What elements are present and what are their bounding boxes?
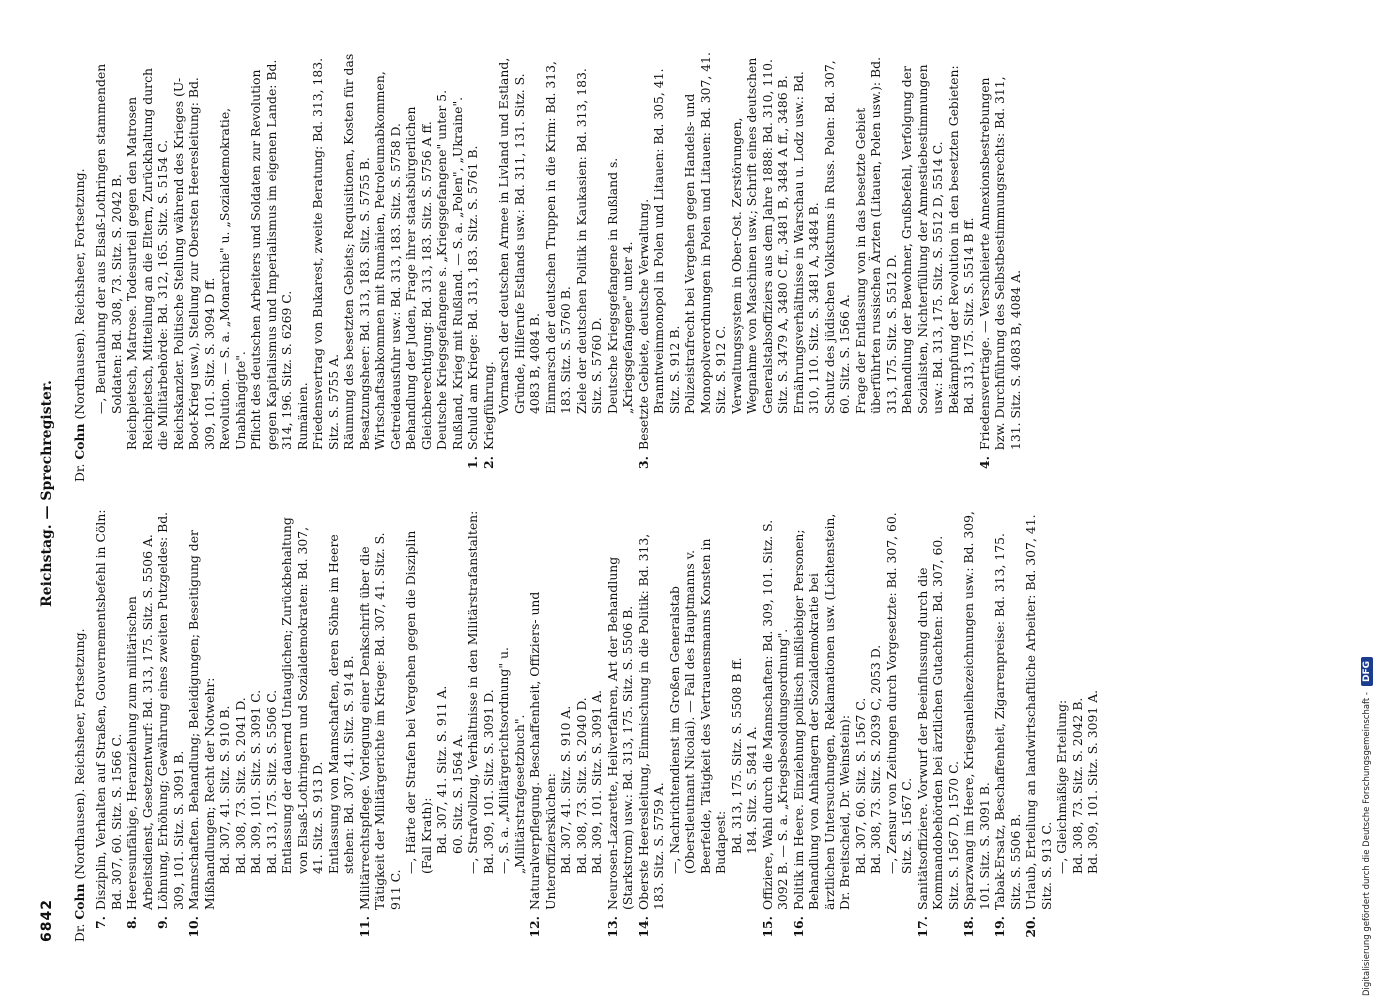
register-entry — [326, 508, 357, 942]
entry-number — [605, 450, 636, 482]
entry-text: Bd. 313, 175. Sitz. S. 5508 B ff. — [728, 657, 744, 854]
entry-text: Friedensvertrag von Bukarest, zweite Beratung: Bd. 313, 183. Sitz. S. 5755 A. — [310, 57, 341, 450]
register-entry — [527, 508, 558, 942]
right-column-heading — [72, 48, 88, 482]
register-entry — [729, 508, 745, 942]
entry-text: Branntweinmonopol in Polen und Litauen: Bd. 305, 41. Sitz. S. 912 B. — [651, 68, 682, 414]
entry-number — [744, 910, 760, 942]
entry-text: Vormarsch der deutschen Armee in Livland und Estland, Gründe, Hilferufe Estlands usw.: Bd. 311, 131. Sitz. S. 4083 B, 4084 B. — [496, 57, 542, 414]
entry-number — [884, 910, 915, 942]
entry-number — [465, 910, 496, 942]
page-header — [40, 48, 56, 942]
left-column — [72, 508, 1101, 942]
entry-text: Ernährungsverhältnisse in Warschau u. Lodz usw.: Bd. 310, 110. Sitz. S. 3481 A, 3484 B. — [790, 71, 821, 414]
entry-text: Neurosen-Lazarette, Heilverfahren, Art der Behandlung (Starkstrom) usw.: Bd. 313, 175. Sitz. S. 5506 B. — [604, 556, 635, 910]
register-entry — [636, 48, 652, 482]
register-entry — [496, 508, 527, 942]
entry-number — [450, 910, 466, 942]
entry-text: Sparzwang im Heere, Kriegsanleihezeichnungen usw.: Bd. 309, 101. Sitz. S. 3091 B. — [961, 511, 992, 910]
entry-text: Revolution. — S. a. „Monarchie" u. „Sozialdemokratie, Unabhängigte". — [217, 107, 248, 450]
entry-text: Bd. 309, 101. Sitz. S. 3091 A. — [589, 689, 604, 874]
entry-number: 14. — [635, 916, 651, 938]
entry-number — [450, 450, 466, 482]
register-entry — [589, 508, 605, 942]
entry-number — [403, 910, 434, 942]
entry-text: —, S. a. „Militärgerichtsordnung" u. „Militärstrafgesetzbuch". — [496, 647, 527, 874]
register-entry — [760, 508, 791, 942]
register-entry — [729, 48, 791, 482]
entry-number — [372, 450, 403, 482]
register-entry — [264, 508, 280, 942]
register-entry — [434, 508, 450, 942]
right-column — [72, 48, 1101, 482]
running-title: Reichstag. — Sprechregister. — [39, 380, 55, 607]
entry-text: Entlassung von Mannschaften, deren Söhne im Heere stehen: Bd. 307, 41. Sitz. S. 914 B. — [325, 534, 356, 874]
register-entry — [977, 48, 1024, 482]
register-entry — [605, 508, 636, 942]
entry-number: 15. — [759, 916, 775, 938]
entry-text: Tabak-Ersatz, Beschaffenheit, Zigarrenpreise: Bd. 313, 175. Sitz. S. 5506 B. — [992, 533, 1023, 910]
register-entry — [93, 48, 124, 482]
register-entry — [310, 48, 341, 482]
entry-number — [217, 450, 248, 482]
entry-number: 11. — [356, 916, 372, 938]
register-entry — [341, 48, 372, 482]
entry-text: Löhnung, Erhöhung; Gewährung eines zweiten Putzgeldes: Bd. 309, 101. Sitz. S. 3091 B. — [155, 511, 186, 910]
register-entry — [357, 508, 404, 942]
entry-number — [248, 910, 264, 942]
entry-number — [574, 910, 590, 942]
entry-text: —, Gleichmäßige Erteilung: — [1054, 699, 1069, 874]
entry-text: Deutsche Kriegsgefangene s. „Kriegsgefangene" unter 5. — [434, 89, 449, 450]
register-entry — [465, 48, 481, 482]
entry-text: Frage der Entlassung von in das besetzte Gebiet überführten russischen Ärzten (Litauen, Polen usw.): Bd. 313, 175. Sitz. S. 5512 D. — [852, 56, 899, 414]
right-entries — [93, 48, 1023, 482]
entry-text: Bd. 309, 101. Sitz. S. 3091 A. — [1085, 689, 1100, 874]
entry-number — [543, 450, 574, 482]
entry-text: Schutz des jüdischen Volkstums in Russ. Polen: Bd. 307, 60. Sitz. S. 1566 A. — [821, 60, 852, 414]
register-entry — [822, 48, 853, 482]
entry-number — [326, 910, 357, 942]
right-heading-rest: (Nordhausen). Reichsheer, Fortsetzung. — [71, 168, 87, 420]
entry-text: Reichpietsch, Matrose. Todesurteil gegen den Matrosen Reichpietsch, Mitteilung an die Eltern, Zurückhaltung durch die Militärbehörde: Bd. 312, 165. Sitz. S. 5154 C. — [124, 67, 170, 450]
register-entry — [651, 48, 682, 482]
entry-text: Reichskanzler. Politische Stellung während des Krieges (U-Boot-Krieg usw.), Stellung zur Obersten Heeresleitung: Bd. 309, 101. Sitz. S. 3094 D ff. — [170, 77, 217, 450]
entry-text: 60. Sitz. S. 1564 A. — [449, 734, 465, 854]
entry-text: Bd. 308, 73. Sitz. S. 2041 D. — [232, 697, 248, 874]
entry-text: —, Zensur von Zeitungen durch Vorgesetzte: Bd. 307, 60. Sitz. S. 1567 C. — [883, 512, 914, 874]
entry-number — [171, 450, 218, 482]
entry-text: Rumänien. — [294, 382, 310, 450]
entry-number: 9. — [155, 916, 170, 929]
entry-text: Wirtschaftsabkommen mit Rumänien, Petroleumabkommen, Getreideausfuhr usw.: Bd. 313, 183. Sitz. S. 5758 D. — [372, 71, 403, 450]
register-entry — [682, 48, 729, 482]
entry-text: Bd. 307, 60. Sitz. S. 1567 C. — [852, 697, 868, 874]
entry-text: Sanitätsoffiziere. Vorwurf der Beeinflussung durch die Kommandobehörden bei ärztlichen Gutachten: Bd. 307, 60. Sitz. S. 1567 D, 1570 C. — [914, 535, 961, 910]
entry-text: Bd. 308, 73. Sitz. S. 2040 D. — [573, 697, 589, 874]
entry-text: Rußland, Krieg mit Rußland. — S. a. „Polen", „Ukraine". — [449, 96, 465, 450]
entry-number: 1. — [465, 456, 480, 469]
entry-number — [434, 450, 450, 482]
entry-text: Bd. 307, 41. Sitz. S. 911 A. — [434, 685, 449, 854]
entry-text: Einmarsch der deutschen Truppen in die Krim: Bd. 313, 183. Sitz. S. 5760 B. — [542, 61, 573, 414]
entry-text: —, Beurlaubung der aus Elsaß-Lothringen stammenden Soldaten: Bd. 308, 73. Sitz. S. 2042 B. — [93, 63, 124, 414]
register-entry — [279, 508, 326, 942]
entry-number — [868, 910, 884, 942]
entry-text: Pflicht des deutschen Arbeiters und Soldaten zur Revolution gegen Kapitalismus und Imperialismus im eigenen Lande: Bd. 314, 196. Sitz. S. 6269 C. — [248, 59, 294, 450]
entry-text: Behandlung der Juden, Frage ihrer staatsbürgerlichen Gleichberechtigung: Bd. 313, 183. Sitz. S. 5756 A ff. — [403, 106, 434, 450]
entry-text: Bd. 308, 73. Sitz. S. 2042 B. — [1069, 697, 1085, 874]
left-column-heading — [72, 508, 88, 942]
register-entry — [372, 48, 403, 482]
entry-text: Naturalverpflegung. Beschaffenheit, Offiziers- und Unteroffiziersküchen: — [527, 591, 558, 910]
entry-text: Ziele der deutschen Politik in Kaukasien: Bd. 313, 183. Sitz. S. 5760 D. — [573, 68, 604, 414]
entry-number: 10. — [186, 916, 201, 938]
register-entry — [450, 48, 466, 482]
entry-number — [264, 910, 280, 942]
register-entry — [992, 508, 1023, 942]
register-entry — [450, 508, 466, 942]
register-entry — [217, 48, 248, 482]
register-entry — [744, 508, 760, 942]
register-entry — [496, 48, 543, 482]
entry-text: Bd. 313, 175. Sitz. S. 5506 C. — [263, 689, 279, 874]
entry-number — [341, 450, 372, 482]
entry-number — [217, 910, 233, 942]
entry-number — [279, 910, 326, 942]
entry-number: 16. — [790, 916, 806, 938]
right-heading-prefix: Dr. — [71, 463, 87, 482]
dfg-logo: DFG — [1361, 657, 1373, 686]
entry-number — [667, 910, 729, 942]
entry-text: Politik im Heere. Einziehung politisch mißliebiger Personen; Behandlung von Anhängern der Sozialdemokratie bei ärztlichen Untersuchungen, Reklamationen usw. (Lichtenstein, Dr. Breitscheid, Dr. Weinstein): — [790, 513, 852, 910]
entry-number — [295, 450, 311, 482]
register-entry — [636, 508, 667, 942]
entry-number — [1054, 910, 1070, 942]
entry-number — [233, 910, 249, 942]
entry-text: Räumung des besetzten Gebiets; Requisitionen, Kosten für das Besatzungsheer: Bd. 313, 183. Sitz. S. 5755 B. — [341, 53, 372, 450]
register-entry — [961, 508, 992, 942]
entry-text: Mannschaften. Behandlung; Beleidigungen; Beseitigung der Mißhandlungen; Recht der Notwehr: — [186, 530, 217, 910]
entry-number — [124, 450, 171, 482]
register-entry — [465, 508, 496, 942]
entry-number — [248, 450, 295, 482]
entry-number — [558, 910, 574, 942]
register-entry — [155, 508, 186, 942]
entry-number — [729, 910, 745, 942]
left-heading-prefix: Dr. — [71, 923, 87, 942]
entry-number: 8. — [124, 916, 139, 929]
register-entry — [667, 508, 729, 942]
entry-number — [310, 450, 341, 482]
entry-text: Entlassung der dauernd Untauglichen; Zurückbehaltung von Elsaß-Lothringern und Sozialdemokraten: Bd. 307, 41. Sitz. S. 913 D. — [279, 517, 325, 874]
entry-number — [822, 450, 853, 482]
register-entry — [171, 48, 218, 482]
entry-number — [682, 450, 729, 482]
entry-number — [853, 910, 869, 942]
register-entry — [124, 508, 155, 942]
register-entry — [574, 48, 605, 482]
register-entry — [853, 48, 900, 482]
entry-text: Militärrechtspflege. Vorlegung einer Denkschrift über die Tätigkeit der Militärgerichte im Kriege: Bd. 307, 41. Sitz. S. 911 C. — [356, 532, 403, 910]
register-entry — [574, 508, 590, 942]
entry-number: 7. — [93, 916, 108, 929]
entry-text: Bekämpfung der Revolution in den besetzten Gebieten: Bd. 313, 175. Sitz. S. 5514 B ff. — [945, 65, 976, 414]
entry-text: Deutsche Kriegsgefangene in Rußland s. „Kriegsgefangene" unter 4. — [604, 157, 635, 414]
register-entry — [946, 48, 977, 482]
page-number: 6842 — [39, 899, 55, 942]
register-entry — [217, 508, 233, 942]
entry-text: Disziplin, Verhalten auf Straßen, Gouvernementsbefehl in Cöln: Bd. 307, 60. Sitz. S. 1566 C. — [93, 509, 124, 910]
entry-number — [899, 450, 946, 482]
entry-number — [946, 450, 977, 482]
entry-number: 17. — [914, 916, 930, 938]
register-entry — [124, 48, 171, 482]
entry-text: Besetzte Gebiete, deutsche Verwaltung. — [635, 198, 651, 450]
entry-number — [853, 450, 900, 482]
entry-number: 2. — [480, 456, 496, 469]
register-entry — [481, 48, 497, 482]
entry-text: Friedensverträge. — Verschleierte Annexionsbestrebungen bzw. Durchführung des Selbstbestimmungsrechts: Bd. 311, 131. Sitz. S. 4083 B, 4084 A. — [976, 76, 1023, 450]
entry-number — [574, 450, 605, 482]
entry-number — [651, 450, 682, 482]
entry-text: 184. Sitz. S. 5841 A. — [744, 726, 759, 854]
entry-text: Oberste Heeresleitung, Einmischung in die Politik: Bd. 313, 183. Sitz. S. 5759 A. — [635, 533, 666, 910]
credit-text: Digitalisierung gefördert durch die Deutsche Forschungsgemeinschaft - — [1362, 692, 1372, 996]
entry-text: Heeresunfähige, Heranziehung zum militärischen Arbeitsdienst, Gesetzentwurf: Bd. 313, 175. Sitz. S. 5506 A. — [124, 534, 155, 910]
entry-text: Bd. 307, 41. Sitz. S. 910 A. — [558, 705, 573, 874]
entry-text: Polizeistrafrecht bei Vergehen gegen Handels- und Monopolverordnungen in Polen und Litauen: Bd. 307, 41. Sitz. S. 912 C. — [682, 52, 728, 414]
left-heading-rest: (Nordhausen). Reichsheer, Fortsetzung. — [71, 628, 87, 880]
entry-text: Bd. 308, 73. Sitz. S. 2039 C, 2053 D. — [868, 644, 883, 874]
register-entry — [1023, 508, 1054, 942]
entry-number — [729, 450, 791, 482]
left-entries — [93, 508, 1101, 942]
two-column-register — [72, 48, 1101, 942]
register-entry — [868, 508, 884, 942]
entry-number — [403, 450, 434, 482]
entry-text: Offiziere, Wahl durch die Mannschaften: Bd. 309, 101. Sitz. S. 3092 B. — S. a. „Kriegsbesoldungsordnung". — [759, 519, 790, 910]
entry-number — [791, 450, 822, 482]
entry-number — [496, 450, 543, 482]
register-entry — [186, 508, 217, 942]
digitization-credit — [1357, 6, 1377, 996]
entry-text: —, Nachrichtendienst im Großen Generalstab (Oberstleutnant Nicolai). — Fall des Hauptmanns v. Beerfelde, Tätigkeit des Vertrauensmanns Konsten in Budapest: — [666, 538, 728, 874]
entry-number: 3. — [635, 456, 651, 469]
entry-text: —, Härte der Strafen bei Vergehen gegen die Disziplin (Fall Krath): — [403, 530, 434, 874]
register-entry — [915, 508, 962, 942]
register-entry — [434, 48, 450, 482]
register-entry — [543, 48, 574, 482]
entry-text: Bd. 307, 41. Sitz. S. 910 B. — [217, 705, 232, 874]
entry-text: Kriegführung. — [480, 361, 496, 450]
entry-text: Behandlung der Bewohner, Grußbefehl, Verfolgung der Sozialisten, Nichterfüllung der Amnestiebestimmungen usw.: Bd. 313, 175. Sitz. S. 5512 D, 5514 C. — [899, 64, 945, 414]
register-entry — [853, 508, 869, 942]
entry-text: —, Strafvollzug, Verhältnisse in den Militärstrafanstalten: Bd. 309, 101. Sitz. S. 3091 D. — [465, 510, 496, 874]
register-entry — [93, 508, 124, 942]
entry-number — [434, 910, 450, 942]
entry-number — [1070, 910, 1086, 942]
entry-text: Urlaub, Erteilung an landwirtschaftliche Arbeiter: Bd. 307, 41. Sitz. S. 913 C. — [1023, 514, 1054, 910]
entry-number — [1085, 910, 1101, 942]
register-entry — [791, 508, 853, 942]
register-entry — [295, 48, 311, 482]
register-entry — [1070, 508, 1086, 942]
entry-number: 4. — [976, 456, 992, 469]
register-entry — [248, 48, 295, 482]
register-entry — [605, 48, 636, 482]
entry-number: 18. — [961, 916, 976, 938]
register-entry — [791, 48, 822, 482]
register-entry — [248, 508, 264, 942]
entry-number — [589, 910, 605, 942]
entry-text: Bd. 309, 101. Sitz. S. 3091 C. — [248, 689, 263, 874]
register-entry — [558, 508, 574, 942]
register-entry — [1054, 508, 1070, 942]
entry-number: 20. — [1023, 916, 1038, 938]
entry-number — [93, 450, 124, 482]
register-entry — [884, 508, 915, 942]
register-entry — [403, 508, 434, 942]
register-entry — [233, 508, 249, 942]
entry-number: 19. — [992, 916, 1007, 938]
register-entry — [403, 48, 434, 482]
entry-number: 12. — [527, 916, 542, 938]
register-entry — [899, 48, 946, 482]
register-entry — [1085, 508, 1101, 942]
left-heading-name: Cohn — [71, 883, 87, 920]
entry-number — [496, 910, 527, 942]
entry-number: 13. — [604, 916, 620, 938]
entry-text: Verwaltungssystem in Ober-Ost. Zerstörungen, Wegnahme von Maschinen usw.; Schrift eines deutschen Generalstabsoffiziers aus dem Jahre 1888: Bd. 310, 110. Sitz. S. 3479 A, 3480 C ff., 3481 B, 3484 A ff., 3486 B. — [728, 57, 790, 414]
right-heading-name: Cohn — [71, 423, 87, 460]
entry-text: Schuld am Kriege: Bd. 313, 183. Sitz. S. 5761 B. — [465, 145, 480, 450]
